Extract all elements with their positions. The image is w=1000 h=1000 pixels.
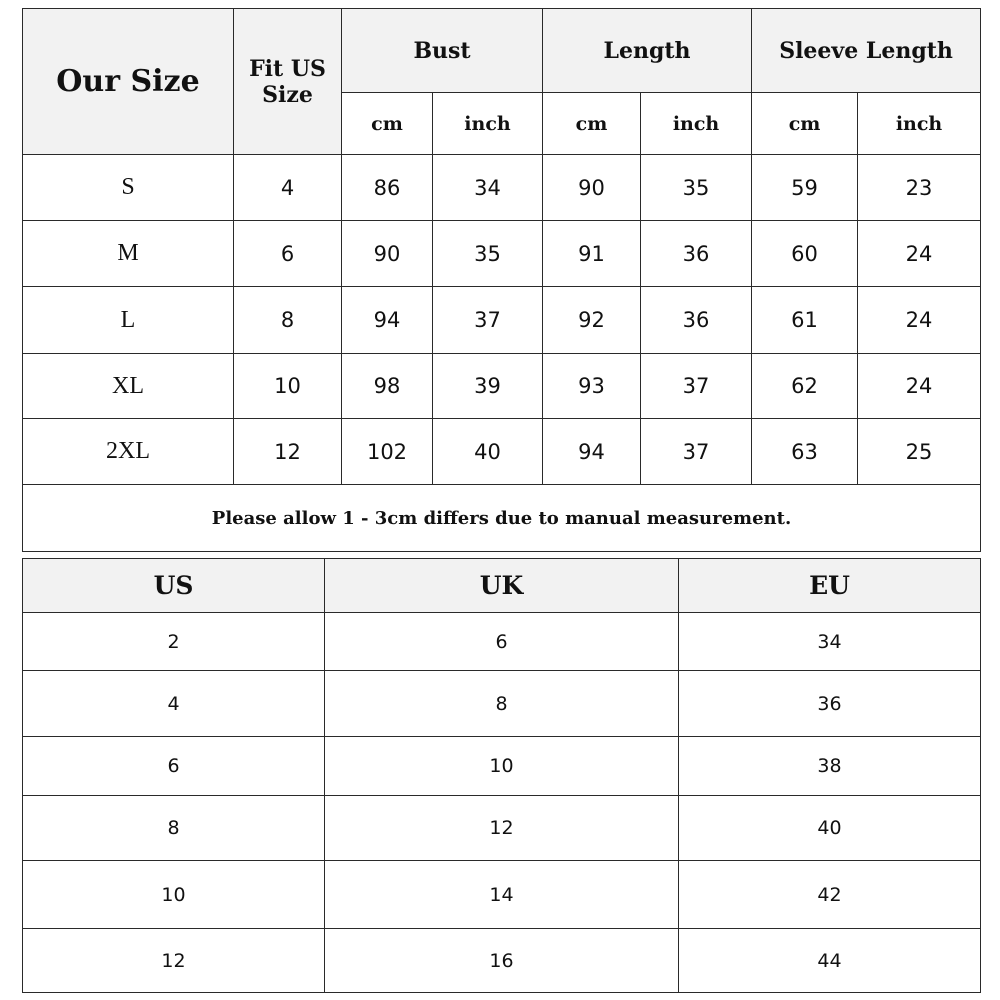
fit-cell: 4 xyxy=(234,155,342,221)
eu-cell: 40 xyxy=(679,796,981,861)
header-length: Length xyxy=(543,9,752,93)
us-cell: 8 xyxy=(23,796,325,861)
header-length-inch: inch xyxy=(641,93,752,155)
size-row xyxy=(23,221,981,287)
uk-cell: 14 xyxy=(325,861,679,929)
fit-cell: 10 xyxy=(234,354,342,419)
header-eu: EU xyxy=(679,559,981,613)
header-uk: UK xyxy=(325,559,679,613)
us-cell: 12 xyxy=(23,929,325,993)
length-inch-cell: 37 xyxy=(641,419,752,485)
size-cell: 2XL xyxy=(23,419,234,485)
header-fit-us-size-line2: Size xyxy=(262,81,313,108)
fit-cell: 12 xyxy=(234,419,342,485)
sleeve-cm-cell: 62 xyxy=(752,354,858,419)
size-cell: S xyxy=(23,155,234,221)
header-fit-us-size-line1: Fit US xyxy=(249,55,326,82)
uk-cell: 8 xyxy=(325,671,679,737)
header-bust-cm: cm xyxy=(342,93,433,155)
header-sleeve-length: Sleeve Length xyxy=(752,9,981,93)
length-inch-cell: 36 xyxy=(641,221,752,287)
sleeve-cm-cell: 59 xyxy=(752,155,858,221)
bust-cm-cell: 86 xyxy=(342,155,433,221)
sleeve-inch-cell: 23 xyxy=(858,155,981,221)
bust-cm-cell: 102 xyxy=(342,419,433,485)
size-cell: XL xyxy=(23,354,234,419)
sleeve-inch-cell: 24 xyxy=(858,287,981,354)
conversion-row xyxy=(23,796,981,861)
sleeve-inch-cell: 24 xyxy=(858,354,981,419)
header-bust-inch: inch xyxy=(433,93,543,155)
conversion-row xyxy=(23,737,981,796)
bust-inch-cell: 37 xyxy=(433,287,543,354)
conversion-row xyxy=(23,861,981,929)
fit-cell: 6 xyxy=(234,221,342,287)
length-cm-cell: 90 xyxy=(543,155,641,221)
header-sleeve-cm: cm xyxy=(752,93,858,155)
size-row xyxy=(23,419,981,485)
header-our-size: Our Size xyxy=(23,9,234,155)
eu-cell: 44 xyxy=(679,929,981,993)
sleeve-cm-cell: 60 xyxy=(752,221,858,287)
size-row xyxy=(23,354,981,419)
bust-inch-cell: 40 xyxy=(433,419,543,485)
conversion-row xyxy=(23,671,981,737)
length-inch-cell: 35 xyxy=(641,155,752,221)
bust-cm-cell: 90 xyxy=(342,221,433,287)
us-cell: 2 xyxy=(23,613,325,671)
length-inch-cell: 36 xyxy=(641,287,752,354)
header-length-cm: cm xyxy=(543,93,641,155)
bust-cm-cell: 98 xyxy=(342,354,433,419)
us-cell: 6 xyxy=(23,737,325,796)
uk-cell: 10 xyxy=(325,737,679,796)
uk-cell: 16 xyxy=(325,929,679,993)
eu-cell: 42 xyxy=(679,861,981,929)
length-cm-cell: 93 xyxy=(543,354,641,419)
header-us: US xyxy=(23,559,325,613)
bust-inch-cell: 39 xyxy=(433,354,543,419)
sleeve-cm-cell: 63 xyxy=(752,419,858,485)
header-sleeve-inch: inch xyxy=(858,93,981,155)
uk-cell: 6 xyxy=(325,613,679,671)
size-cell: L xyxy=(23,287,234,354)
size-chart-table xyxy=(22,8,981,552)
sleeve-inch-cell: 25 xyxy=(858,419,981,485)
eu-cell: 36 xyxy=(679,671,981,737)
conversion-row xyxy=(23,929,981,993)
size-cell: M xyxy=(23,221,234,287)
sleeve-cm-cell: 61 xyxy=(752,287,858,354)
us-cell: 10 xyxy=(23,861,325,929)
eu-cell: 34 xyxy=(679,613,981,671)
eu-cell: 38 xyxy=(679,737,981,796)
bust-inch-cell: 35 xyxy=(433,221,543,287)
length-cm-cell: 92 xyxy=(543,287,641,354)
fit-cell: 8 xyxy=(234,287,342,354)
sleeve-inch-cell: 24 xyxy=(858,221,981,287)
size-row xyxy=(23,155,981,221)
header-bust: Bust xyxy=(342,9,543,93)
size-row xyxy=(23,287,981,354)
length-inch-cell: 37 xyxy=(641,354,752,419)
header-fit-us-size xyxy=(234,9,342,155)
measurement-note: Please allow 1 - 3cm differs due to manual measurement. xyxy=(23,485,981,552)
us-cell: 4 xyxy=(23,671,325,737)
bust-inch-cell: 34 xyxy=(433,155,543,221)
length-cm-cell: 94 xyxy=(543,419,641,485)
uk-cell: 12 xyxy=(325,796,679,861)
size-conversion-table xyxy=(22,558,981,993)
length-cm-cell: 91 xyxy=(543,221,641,287)
conversion-row xyxy=(23,613,981,671)
bust-cm-cell: 94 xyxy=(342,287,433,354)
